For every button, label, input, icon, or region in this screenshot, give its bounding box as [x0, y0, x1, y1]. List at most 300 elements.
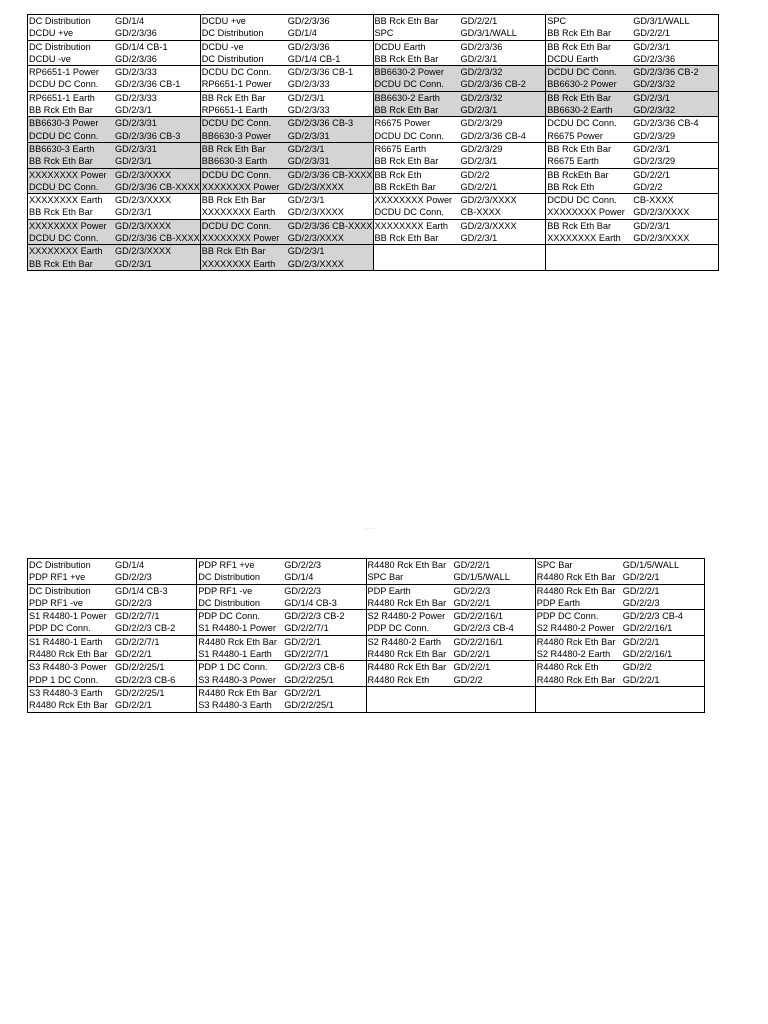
endpoint-location: GD/2/3/36 [115, 28, 157, 39]
label-row [28, 559, 705, 585]
label-line [197, 559, 365, 571]
label-line [201, 130, 373, 142]
endpoint-location [454, 699, 535, 711]
endpoint-name: S2 R4480-2 Earth [536, 649, 611, 660]
endpoint-name: DC Distribution [201, 53, 264, 64]
endpoint-name: R4480 Rck Eth Bar [536, 636, 616, 647]
label-line [201, 92, 373, 104]
label-line [367, 585, 535, 597]
label-line [374, 232, 546, 244]
endpoint-name: R4480 Rck Eth Bar [367, 662, 447, 673]
cable-label-cell [28, 66, 201, 92]
cable-label-cell [28, 635, 197, 661]
endpoint-name: PDP Earth [536, 597, 580, 608]
endpoint-name: BB Rck Eth Bar [374, 53, 439, 64]
endpoint-name: PDP RF1 +ve [29, 572, 86, 583]
endpoint-location: GD/2/2/3 CB-4 [453, 623, 514, 634]
endpoint-location: GD/2/3/36 CB-4 [633, 118, 699, 129]
label-line [546, 194, 718, 206]
label-line [28, 117, 200, 129]
label-line [374, 41, 546, 53]
label-line [28, 674, 196, 686]
endpoint-location: GD/2/2 [633, 181, 663, 192]
label-sheet-top [27, 14, 719, 271]
endpoint-location: GD/2/3/1 [287, 246, 325, 257]
label-line [28, 597, 196, 609]
endpoint-location: GD/2/3/36 CB-XXXX [287, 169, 373, 180]
label-line [374, 258, 546, 270]
label-line [374, 104, 546, 116]
label-line [536, 687, 704, 699]
endpoint-name: XXXXXXXX Power [201, 181, 280, 192]
label-line [197, 585, 365, 597]
cable-label-cell [535, 661, 704, 687]
label-line [201, 245, 373, 257]
endpoint-name: BB RckEth Bar [547, 169, 609, 180]
endpoint-location: GD/2/3/33 [287, 105, 330, 116]
endpoint-name: BB6630-3 Earth [201, 156, 268, 167]
label-line [201, 220, 373, 232]
label-line [201, 53, 373, 65]
endpoint-location: GD/2/3/36 CB-2 [633, 67, 699, 78]
cable-label-cell [200, 219, 373, 245]
endpoint-name: BB Rck Eth Bar [547, 28, 612, 39]
label-line [28, 622, 196, 634]
label-line [546, 143, 718, 155]
endpoint-name: XXXXXXXX Power [547, 207, 625, 218]
label-line [28, 245, 200, 257]
endpoint-location: GD/2/2/7/1 [284, 649, 329, 660]
label-line [28, 648, 196, 660]
endpoint-name: BB Rck Eth Bar [201, 195, 266, 206]
endpoint-name: XXXXXXXX Earth [201, 207, 276, 218]
endpoint-name: XXXXXXXX Earth [547, 233, 621, 244]
label-line [367, 636, 535, 648]
label-line [197, 610, 365, 622]
label-line [546, 181, 718, 193]
endpoint-name: DCDU -ve [201, 41, 244, 52]
endpoint-location: GD/2/3/31 [115, 143, 157, 154]
endpoint-location: GD/2/3/36 CB-XXXX [114, 233, 200, 244]
label-line [374, 220, 546, 232]
endpoint-name: PDP DC Conn. [29, 623, 91, 634]
endpoint-location: GD/2/2/3 [115, 597, 152, 608]
label-row [28, 117, 719, 143]
label-line [536, 571, 704, 583]
cable-label-cell [546, 142, 719, 168]
endpoint-location: GD/2/3/36 CB-XXXX [287, 220, 373, 231]
cable-label-cell [28, 661, 197, 687]
label-line [28, 206, 200, 218]
endpoint-location: GD/2/3/XXXX [633, 233, 690, 244]
endpoint-location: GD/3/1/WALL [460, 28, 517, 39]
cable-label-cell [200, 142, 373, 168]
cable-label-cell [546, 219, 719, 245]
label-line [546, 258, 718, 270]
endpoint-location: GD/2/2 [622, 662, 652, 673]
endpoint-name: BB Rck Eth Bar [547, 92, 612, 103]
label-row [28, 142, 719, 168]
endpoint-name: DCDU DC Conn. [201, 169, 272, 180]
cable-label-cell [200, 66, 373, 92]
label-line [197, 687, 365, 699]
cable-label-cell [200, 194, 373, 220]
cable-label-cell [546, 245, 719, 271]
endpoint-name: BB Rck Eth Bar [374, 16, 439, 26]
endpoint-name: RP6651-1 Earth [201, 105, 268, 116]
endpoint-name: BB6630-2 Earth [374, 92, 440, 103]
label-line [28, 687, 196, 699]
label-line [201, 206, 373, 218]
cable-label-cell [28, 15, 201, 41]
cable-label-cell [546, 168, 719, 194]
label-line [28, 155, 200, 167]
label-line [28, 181, 200, 193]
endpoint-name: DC Distribution [29, 560, 91, 570]
label-line [536, 622, 704, 634]
endpoint-location: GD/2/3/29 [633, 130, 676, 141]
endpoint-location: GD/1/4 CB-3 [115, 585, 168, 596]
endpoint-name: R6675 Earth [374, 143, 427, 154]
label-line [28, 636, 196, 648]
label-line [546, 66, 718, 78]
endpoint-name: PDP DC Conn. [367, 623, 430, 634]
cable-label-cell [373, 168, 546, 194]
label-line [536, 585, 704, 597]
endpoint-location: GD/2/3/29 [633, 156, 676, 167]
label-line [28, 66, 200, 78]
endpoint-location: GD/2/3/XXXX [115, 169, 172, 180]
endpoint-location: GD/2/3/1 [287, 195, 325, 206]
label-line [546, 169, 718, 181]
endpoint-name: R4480 Rck Eth [367, 674, 430, 685]
endpoint-location: GD/2/2/1 [460, 16, 498, 26]
endpoint-location: GD/2/2/1 [453, 649, 491, 660]
endpoint-name: PDP DC Conn. [198, 611, 260, 622]
endpoint-location: GD/2/2 [460, 169, 490, 180]
endpoint-location: GD/2/2/1 [633, 28, 671, 39]
endpoint-location: GD/2/3/XXXX [115, 246, 172, 257]
endpoint-location: GD/2/2/3 CB-2 [284, 611, 345, 622]
label-line [546, 15, 718, 27]
endpoint-location: GD/1/5/WALL [622, 560, 680, 570]
endpoint-name: DCDU DC Conn. [201, 118, 272, 129]
endpoint-name: R6675 Power [374, 118, 431, 129]
endpoint-location: GD/2/3/1 [633, 41, 671, 52]
label-line [374, 206, 546, 218]
endpoint-location: GD/2/3/1 [460, 156, 498, 167]
endpoint-location: GD/1/4 [284, 572, 314, 583]
cable-label-cell [373, 194, 546, 220]
endpoint-location: GD/2/3/36 [633, 53, 676, 64]
endpoint-location [623, 687, 704, 699]
endpoint-location: GD/2/2/1 [284, 636, 322, 647]
cable-label-cell [200, 117, 373, 143]
endpoint-name: S1 R4480-1 Earth [198, 649, 272, 660]
endpoint-name: SPC [374, 28, 394, 39]
endpoint-location: GD/2/3/XXXX [287, 233, 344, 244]
endpoint-location: GD/2/3/32 [633, 105, 676, 116]
cable-label-cell [373, 40, 546, 66]
label-line [374, 53, 546, 65]
cable-label-cell [197, 686, 366, 712]
endpoint-name: BB Rck Eth Bar [374, 233, 439, 244]
endpoint-name: R4480 Rck Eth Bar [29, 649, 108, 660]
endpoint-location: GD/2/3/XXXX [115, 195, 172, 206]
endpoint-location: GD/2/2/3 CB-4 [622, 611, 684, 622]
endpoint-name: DC Distribution [201, 28, 264, 39]
label-line [28, 41, 200, 53]
endpoint-name: BB Rck Eth Bar [29, 207, 93, 218]
endpoint-location: GD/2/3/1 [287, 92, 325, 103]
endpoint-location [454, 687, 535, 699]
label-row [28, 66, 719, 92]
cable-label-cell [28, 142, 201, 168]
label-line [374, 27, 546, 39]
endpoint-name: DCDU DC Conn. [29, 130, 99, 141]
endpoint-location: GD/2/3/XXXX [633, 207, 690, 218]
endpoint-name: S3 R4480-3 Earth [198, 700, 272, 711]
label-line [367, 661, 535, 673]
label-line [28, 610, 196, 622]
cable-label-cell [366, 661, 535, 687]
label-line [546, 232, 718, 244]
endpoint-location: GD/2/3/31 [287, 130, 330, 141]
endpoint-name: DC Distribution [29, 585, 91, 596]
label-line [536, 610, 704, 622]
label-line [28, 220, 200, 232]
endpoint-location: GD/2/2/1 [284, 687, 322, 698]
label-row [28, 219, 719, 245]
endpoint-name: SPC Bar [367, 572, 404, 583]
cable-label-cell [373, 142, 546, 168]
label-line [28, 571, 196, 583]
endpoint-location: GD/2/2/3 [284, 585, 322, 596]
label-line [201, 181, 373, 193]
endpoint-location: GD/2/3/1 [460, 105, 498, 116]
cable-label-cell [373, 66, 546, 92]
endpoint-location: GD/2/2/25/1 [284, 674, 334, 685]
endpoint-location: GD/2/2/3 CB-2 [115, 623, 176, 634]
endpoint-location: GD/2/3/1 [115, 105, 152, 116]
endpoint-name: DCDU Earth [374, 41, 426, 52]
endpoint-location: GD/2/2/1 [453, 560, 491, 570]
endpoint-name: S2 R4480-2 Earth [367, 636, 442, 647]
endpoint-location: GD/1/4 [115, 16, 145, 26]
endpoint-location: GD/2/2 [453, 674, 483, 685]
endpoint-name: R6675 Earth [547, 156, 599, 167]
label-line [536, 597, 704, 609]
endpoint-location: GD/2/3/32 [460, 67, 503, 78]
endpoint-location: GD/2/3/1 [633, 143, 671, 154]
endpoint-name [546, 258, 633, 270]
endpoint-name: RP6651-1 Power [201, 79, 272, 90]
endpoint-name: XXXXXXXX Power [29, 220, 107, 231]
label-line [201, 194, 373, 206]
endpoint-location: GD/1/4 CB-1 [287, 53, 341, 64]
endpoint-location: GD/2/2/1 [622, 636, 660, 647]
endpoint-location: GD/2/2/1 [115, 649, 152, 660]
label-line [546, 130, 718, 142]
endpoint-name: DC Distribution [198, 572, 261, 583]
endpoint-name: BB Rck Eth Bar [374, 156, 439, 167]
endpoint-name: BB RckEth Bar [374, 181, 436, 192]
endpoint-location [633, 258, 718, 270]
label-line [201, 41, 373, 53]
endpoint-location: GD/2/2/7/1 [284, 623, 329, 634]
endpoint-name: R4480 Rck Eth [536, 662, 599, 673]
endpoint-name: BB Rck Eth Bar [547, 143, 612, 154]
endpoint-name: R4480 Rck Eth Bar [198, 636, 277, 647]
label-line [374, 169, 546, 181]
endpoint-location: GD/1/4 [115, 560, 145, 570]
endpoint-location: GD/2/3/XXXX [460, 220, 517, 231]
label-line [28, 699, 196, 711]
endpoint-name: DCDU DC Conn. [201, 67, 272, 78]
label-line [197, 648, 365, 660]
endpoint-name: XXXXXXXX Power [29, 169, 107, 180]
label-line [28, 194, 200, 206]
endpoint-name: XXXXXXXX Earth [201, 258, 276, 269]
endpoint-name: DCDU +ve [201, 16, 246, 26]
label-line [546, 41, 718, 53]
cable-label-cell [28, 168, 201, 194]
endpoint-location: GD/2/3/32 [460, 92, 503, 103]
endpoint-name: PDP 1 DC Conn. [29, 674, 99, 685]
endpoint-name: XXXXXXXX Power [201, 233, 280, 244]
label-line [536, 674, 704, 686]
endpoint-name: BB Rck Eth Bar [547, 41, 612, 52]
cable-label-cell [200, 245, 373, 271]
cable-label-cell [200, 15, 373, 41]
label-line [546, 92, 718, 104]
label-line [374, 15, 546, 27]
label-row [28, 194, 719, 220]
endpoint-location: GD/2/2/25/1 [284, 700, 334, 711]
cable-label-cell [535, 610, 704, 636]
endpoint-name: DCDU +ve [29, 28, 74, 39]
endpoint-location: GD/1/5/WALL [453, 572, 510, 583]
cable-label-cell [546, 15, 719, 41]
endpoint-location: GD/2/3/1 [287, 143, 325, 154]
endpoint-name: DC Distribution [29, 16, 91, 26]
endpoint-name: DCDU DC Conn. [374, 130, 444, 141]
cable-label-cell [28, 584, 197, 610]
endpoint-location: GD/2/3/1 [633, 92, 671, 103]
endpoint-name: RP6651-1 Earth [29, 92, 95, 103]
endpoint-location: GD/2/3/XXXX [460, 195, 517, 206]
label-line [367, 610, 535, 622]
endpoint-location: GD/2/3/31 [115, 118, 157, 129]
endpoint-name [536, 687, 623, 699]
endpoint-location: GD/2/2/1 [453, 662, 491, 673]
label-line [201, 78, 373, 90]
label-row [28, 40, 719, 66]
endpoint-name: R4480 Rck Eth Bar [367, 597, 447, 608]
endpoint-name: PDP Earth [367, 585, 411, 596]
label-row [28, 15, 719, 41]
endpoint-name: R4480 Rck Eth Bar [367, 560, 447, 570]
endpoint-location: GD/2/2/16/1 [622, 623, 673, 634]
cable-label-cell [373, 91, 546, 117]
cable-label-cell [546, 40, 719, 66]
label-line [201, 15, 373, 27]
endpoint-name: S1 R4480-1 Power [29, 611, 107, 622]
label-line [367, 648, 535, 660]
cable-label-cell [197, 661, 366, 687]
endpoint-location: GD/2/2/3 [453, 585, 491, 596]
endpoint-location: GD/2/3/36 [460, 41, 503, 52]
cable-label-cell [197, 610, 366, 636]
endpoint-name: S1 R4480-1 Earth [29, 636, 103, 647]
cable-label-cell [546, 91, 719, 117]
cable-label-cell [366, 584, 535, 610]
endpoint-name: RP6651-1 Power [29, 67, 99, 78]
label-line [201, 27, 373, 39]
cable-label-cell [366, 686, 535, 712]
endpoint-location: GD/2/3/XXXX [287, 258, 344, 269]
endpoint-location: GD/2/3/29 [460, 118, 503, 129]
endpoint-name: PDP RF1 -ve [29, 597, 83, 608]
label-line [546, 78, 718, 90]
label-line [374, 117, 546, 129]
endpoint-location: GD/2/2/3 [622, 597, 660, 608]
label-line [201, 258, 373, 270]
endpoint-location: GD/2/2/25/1 [115, 662, 165, 673]
cable-label-cell [200, 91, 373, 117]
label-row [28, 661, 705, 687]
endpoint-location: GD/2/2/16/1 [453, 611, 504, 622]
cable-label-cell [366, 559, 535, 585]
endpoint-name: BB6630-2 Power [547, 79, 617, 90]
endpoint-location: GD/2/2/1 [453, 597, 491, 608]
cable-label-cell [200, 40, 373, 66]
label-row [28, 686, 705, 712]
endpoint-name: BB Rck Eth Bar [29, 258, 93, 269]
label-line [536, 559, 704, 571]
label-row [28, 168, 719, 194]
endpoint-name: R4480 Rck Eth Bar [536, 572, 616, 583]
endpoint-name: PDP RF1 +ve [198, 560, 255, 570]
label-row [28, 245, 719, 271]
endpoint-location: GD/3/1/WALL [633, 16, 690, 26]
label-line [201, 232, 373, 244]
label-line [197, 571, 365, 583]
endpoint-name [367, 687, 454, 699]
cable-label-cell [546, 194, 719, 220]
cable-label-cell [546, 66, 719, 92]
label-line [546, 104, 718, 116]
label-line [536, 699, 704, 711]
endpoint-location: GD/2/3/36 CB-3 [115, 130, 181, 141]
endpoint-location: GD/2/3/36 CB-XXXX [114, 181, 200, 192]
endpoint-name: R4480 Rck Eth Bar [29, 700, 108, 711]
endpoint-name: S2 R4480-2 Power [367, 611, 446, 622]
endpoint-name [374, 245, 461, 257]
endpoint-name: DCDU DC Conn. [29, 181, 99, 192]
endpoint-location [461, 245, 546, 257]
endpoint-name: DCDU DC Conn. [547, 195, 617, 206]
endpoint-name: DCDU DC Conn. [29, 233, 99, 244]
endpoint-name: S3 R4480-3 Power [198, 674, 276, 685]
label-line [546, 220, 718, 232]
endpoint-location: GD/2/3/36 [287, 16, 330, 26]
endpoint-name: BB6630-3 Power [29, 118, 99, 129]
endpoint-location: GD/2/3/36 CB-1 [115, 79, 181, 90]
cable-label-cell [535, 635, 704, 661]
endpoint-location: GD/2/3/1 [633, 220, 671, 231]
cable-label-cell [28, 117, 201, 143]
